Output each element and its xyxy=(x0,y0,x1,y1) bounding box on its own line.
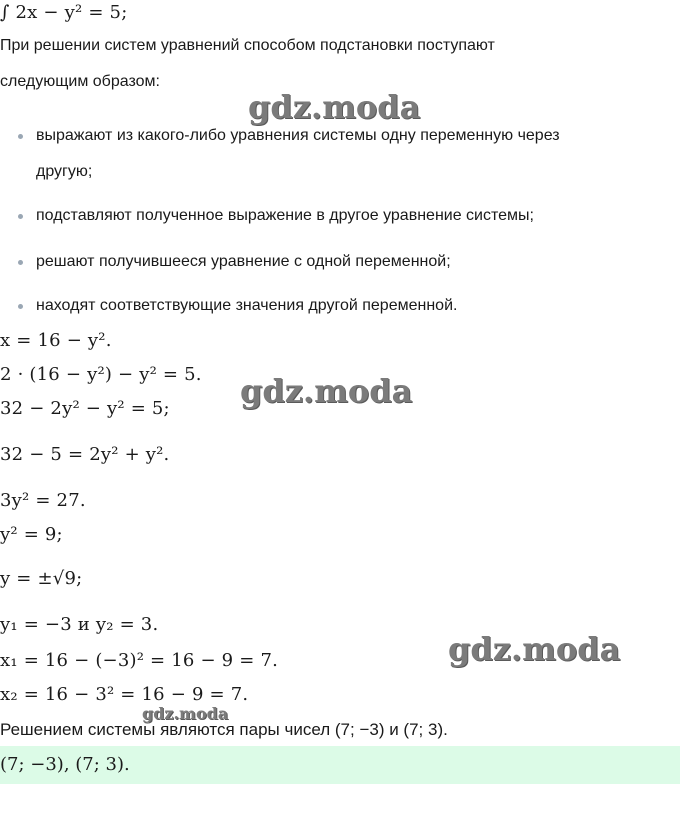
answer-text: (7; −3), (7; 3). xyxy=(0,754,130,775)
system-tail-equation: ∫ 2x − y² = 5; xyxy=(0,2,128,23)
list-item: решают получившееся уравнение с одной переменной; xyxy=(36,252,451,272)
watermark-logo: gdz.moda xyxy=(248,88,421,126)
equation-3: 32 − 2y² − y² = 5; xyxy=(0,398,170,419)
equation-9: x₁ = 16 − (−3)² = 16 − 9 = 7. xyxy=(0,650,279,671)
conclusion-text: Решением системы являются пары чисел (7; −3) и (7; 3). xyxy=(0,720,448,739)
equation-10: x₂ = 16 − 3² = 16 − 9 = 7. xyxy=(0,684,249,705)
intro-line-2: следующим образом: xyxy=(0,73,160,90)
equation-8: y₁ = −3 и y₂ = 3. xyxy=(0,614,159,635)
equation-5: 3y² = 27. xyxy=(0,490,86,511)
list-item: подставляют полученное выражение в другое уравнение системы; xyxy=(36,206,534,226)
list-item-continuation: другую; xyxy=(36,163,93,180)
bullet-dot-icon xyxy=(18,214,23,219)
list-item: находят соответствующие значения другой переменной. xyxy=(36,296,457,316)
bullet-dot-icon xyxy=(18,260,23,265)
bullet-dot-icon xyxy=(18,134,23,139)
bullet-dot-icon xyxy=(18,304,23,309)
list-item: выражают из какого-либо уравнения системы одну переменную через xyxy=(36,126,560,146)
watermark-logo: gdz.moda xyxy=(448,630,621,668)
equation-6: y² = 9; xyxy=(0,524,63,545)
equation-4: 32 − 5 = 2y² + y². xyxy=(0,444,170,465)
answer-box xyxy=(0,746,680,784)
intro-line-1: При решении систем уравнений способом подстановки поступают xyxy=(0,37,495,54)
equation-1: x = 16 − y². xyxy=(0,330,112,351)
watermark-logo: gdz.moda xyxy=(240,372,413,410)
watermark-logo: gdz.moda xyxy=(142,704,229,723)
equation-2: 2 · (16 − y²) − y² = 5. xyxy=(0,364,202,385)
equation-7: y = ±√9; xyxy=(0,568,83,589)
